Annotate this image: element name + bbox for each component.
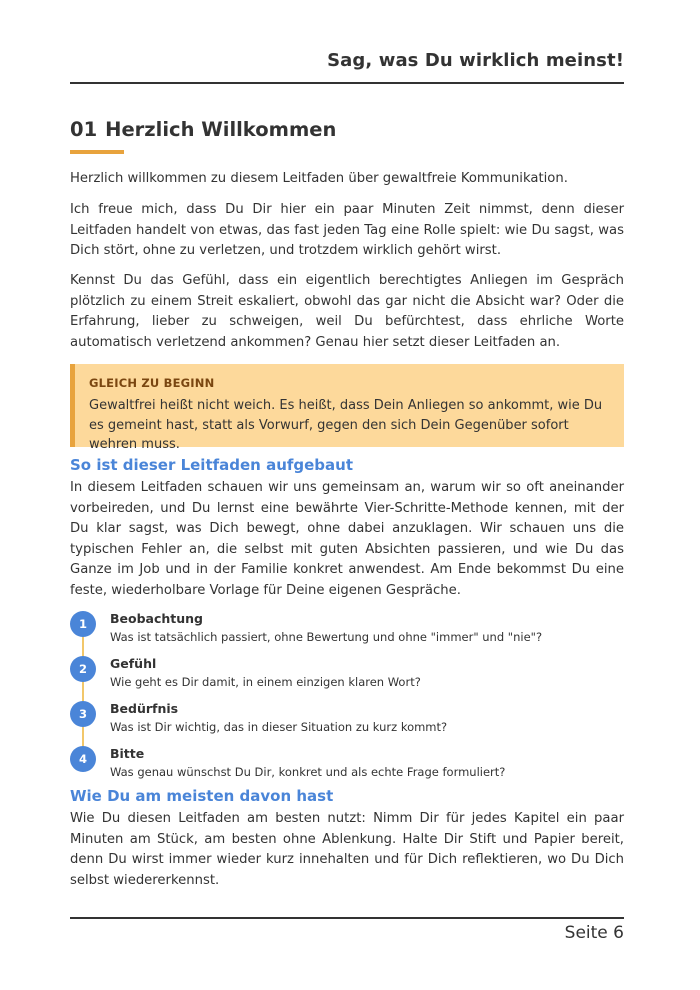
chapter-underline: [70, 150, 124, 154]
step-description: Was genau wünschst Du Dir, konkret und als echte Frage formuliert?: [110, 765, 506, 779]
usage-paragraph: Wie Du diesen Leitfaden am besten nutzt: Nimm Dir für jedes Kapitel ein paar Minuten am Stück, am besten ohne Ablenkung. Halte Dir Stift und Papier bereit, denn Du wirst immer wieder kurz innehalten und für Dich reflektieren, wo Du Dich selbst wiedererkennst.: [70, 811, 624, 888]
step-number-badge: 2: [70, 656, 96, 682]
step-title: Bedürfnis: [110, 701, 179, 716]
chapter-title-text: Herzlich Willkommen: [105, 118, 337, 141]
callout-box: [70, 364, 624, 452]
step-title: Gefühl: [110, 656, 157, 671]
page-header-title: Sag, was Du wirklich meinst!: [327, 50, 624, 71]
section-heading-usage: Wie Du am meisten davon hast: [70, 787, 334, 805]
header-divider: [70, 82, 624, 84]
step-item: [70, 655, 624, 695]
step-description: Was ist tatsächlich passiert, ohne Bewertung und ohne "immer" und "nie"?: [110, 630, 543, 644]
footer-divider: [70, 917, 624, 919]
section-heading-structure: So ist dieser Leitfaden aufgebaut: [70, 456, 354, 474]
callout-text: Gewaltfrei heißt nicht weich. Es heißt, dass Dein Anliegen so ankommt, wie Du es gemeint hast, statt als Vorwurf, gegen den sich Dein Gegenüber sofort wehren muss.: [89, 398, 603, 452]
step-number-badge: 1: [70, 611, 96, 637]
structure-paragraph: In diesem Leitfaden schauen wir uns gemeinsam an, warum wir so oft aneinander vorbeireden, und Du lernst eine bewährte Vier-Schritte-Methode kennen, mit der Du klar sagst, was Dich bewegt, ohne dabei anzuklagen. Wir schauen uns die typischen Fehler an, die selbst mit guten Absichten passieren, und wie Du das Ganze im Job und in der Familie konkret anwendest. Am Ende bekommst Du eine feste, wiederholbare Vorlage für Deine eigenen Gespräche.: [70, 480, 624, 598]
step-title: Beobachtung: [110, 611, 204, 626]
step-title: Bitte: [110, 746, 145, 761]
page-number: Seite 6: [564, 923, 624, 943]
step-number-badge: 4: [70, 746, 96, 772]
step-number-badge: 3: [70, 701, 96, 727]
step-item: [70, 700, 624, 740]
intro-paragraph-1: Herzlich willkommen zu diesem Leitfaden über gewaltfreie Kommunikation.: [70, 171, 568, 186]
chapter-number: 01: [70, 118, 98, 141]
step-item: [70, 745, 624, 785]
callout-title: GLEICH ZU BEGINN: [89, 376, 215, 390]
intro-paragraph-2: Ich freue mich, dass Du Dir hier ein paar Minuten Zeit nimmst, denn dieser Leitfaden handelt von etwas, das fast jeden Tag eine Rolle spielt: wie Du sagst, was Dich stört, ohne zu verletzen, und trotzdem wirklich gehört wirst.: [70, 202, 624, 258]
chapter-title: [70, 118, 336, 141]
step-description: Wie geht es Dir damit, in einem einzigen klaren Wort?: [110, 675, 421, 689]
step-item: [70, 610, 624, 650]
intro-paragraph-3: Kennst Du das Gefühl, dass ein eigentlich berechtigtes Anliegen im Gespräch plötzlich zu einem Streit eskaliert, obwohl das gar nicht die Absicht war? Oder die Erfahrung, lieber zu schweigen, weil Du befürchtest, dass ehrliche Worte automatisch verletzend ankommen? Genau hier setzt dieser Leitfaden an.: [70, 273, 624, 350]
step-description: Was ist Dir wichtig, das in dieser Situation zu kurz kommt?: [110, 720, 448, 734]
